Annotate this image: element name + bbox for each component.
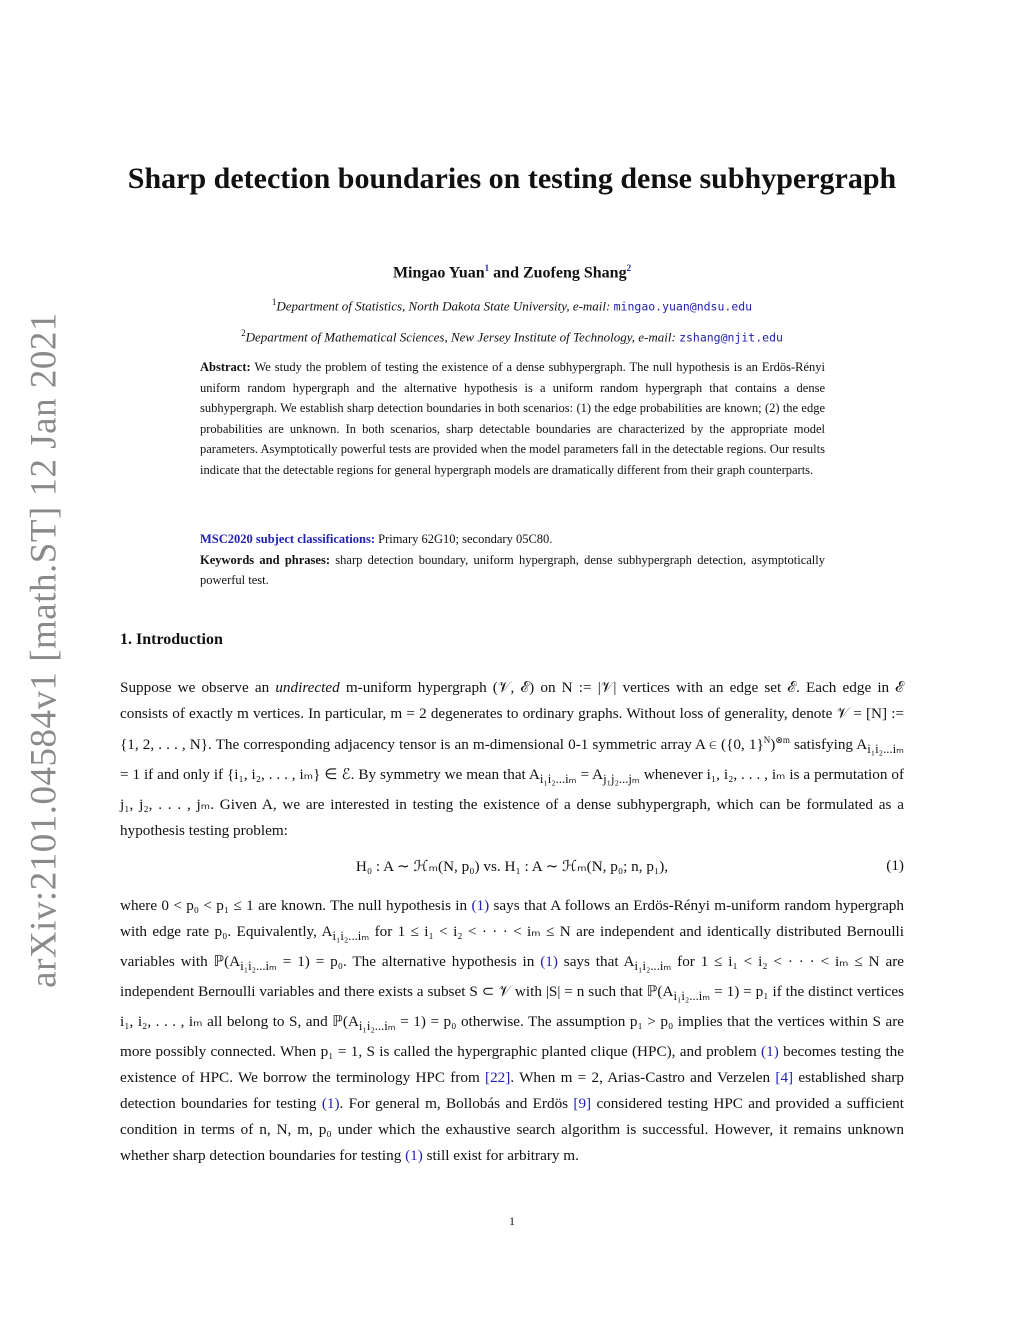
p1-sup-5: ⊗m — [775, 735, 790, 745]
equation-formula: H₀ : A ∼ ℋₘ(N, p₀) vs. H₁ : A ∼ ℋₘ(N, p₀; n, p₁), — [355, 858, 669, 875]
affiliation-2 — [120, 328, 904, 345]
p1-text-6: satisfying A — [789, 736, 868, 754]
equation-1 — [120, 857, 904, 883]
msc-label[interactable]: MSC2020 subject classifications: — [200, 532, 375, 546]
eq-ref-link[interactable]: (1) — [540, 953, 558, 971]
citation-link[interactable]: [9] — [573, 1095, 592, 1113]
p1-emph-undirected: undirected — [275, 679, 340, 696]
p2-text-2: says that A follows an Erdös-Rényi m-uniform random hypergraph with edge rate p₀. Equivalently, A — [120, 897, 904, 940]
paper-title: Sharp detection boundaries on testing dense subhypergraph — [127, 162, 897, 195]
p1-text-4: ) — [770, 736, 776, 754]
p1-text-8: = 1 if and only if {i₁, i₂, . . . , iₘ} ∈ ℰ. By symmetry we mean that A — [120, 766, 540, 784]
section-number: 1. — [120, 631, 132, 648]
citation-link[interactable]: [22] — [485, 1069, 511, 1087]
eq-ref-link[interactable]: (1) — [321, 1095, 340, 1113]
section-title: Introduction — [136, 631, 223, 648]
p1-sub-9: i₁i₂...iₘ — [539, 772, 577, 787]
affiliation-1-sup: 1 — [271, 297, 277, 307]
author-1-sup: 1 — [484, 263, 490, 273]
p2-text-6: = 1) = p₀. The alternative hypothesis in — [276, 953, 541, 971]
affiliation-1-email[interactable]: mingao.yuan@ndsu.edu — [613, 299, 753, 314]
p2-text-0: where 0 < p₀ < p₁ ≤ 1 are known. The null hypothesis in — [120, 897, 472, 914]
abstract-label: Abstract: — [200, 360, 251, 374]
msc-text: Primary 62G10; secondary 05C80. — [378, 532, 553, 546]
author-1: Mingao Yuan — [392, 264, 485, 282]
p1-text-2: m-uniform hypergraph (𝒱, ℰ) on N := |𝒱| vertices with an edge set ℰ. Each edge in ℰ consists of exactly m vertices. In particular, m = 2 degenerates to ordinary graphs. Without loss of generality, denote 𝒱 = [N] := {1, 2, . . . , N}. The corresponding adjacency tensor is an m-dimensional 0-1 symmetric array A ∈ ({0, 1} — [120, 679, 904, 754]
p2-sub-9: i₁i₂...iₘ — [634, 959, 672, 974]
p2-text-12: = 1) = p₁ if the distinct vertices i₁, i₂, . . . , iₘ all belong to S, and ℙ(A — [120, 983, 905, 1031]
paragraph-1 — [120, 675, 904, 844]
paragraph-2 — [120, 893, 904, 1169]
p2-text-18: . When m = 2, Arias-Castro and Verzelen — [510, 1069, 776, 1087]
section-heading — [120, 631, 223, 649]
eq-ref-link[interactable]: (1) — [471, 897, 490, 914]
p2-sub-13: i₁i₂...iₘ — [358, 1019, 396, 1034]
p2-text-24: considered testing HPC and provided a sufficient condition in terms of n, N, m, p₀ under which the exhaustive search algorithm is successful. However, it remains unknown whether sharp detection boundaries for testing — [120, 1095, 904, 1165]
p2-text-14: = 1) = p₀ otherwise. The assumption p₁ > p₀ implies that the vertices within S are more possibly connected. When p₁ = 1, S is called the hypergraphic planted clique (HPC), and problem — [120, 1013, 904, 1061]
p1-sub-7: i₁i₂...iₘ — [867, 742, 904, 757]
p2-text-20: established sharp detection boundaries for testing — [120, 1069, 904, 1113]
p1-text-0: Suppose we observe an — [120, 679, 276, 696]
msc-keywords-block — [200, 529, 825, 591]
p2-text-22: . For general m, Bollobás and Erdös — [339, 1095, 574, 1113]
abstract — [200, 357, 825, 481]
author-2: Zuofeng Shang — [522, 264, 627, 282]
p2-text-8: says that A — [557, 953, 635, 971]
p1-text-12: whenever i₁, i₂, . . . , iₘ is a permutation of j₁, j₂, . . . , jₘ. Given A, we are interested in testing the existence of a dense subhypergraph, which can be formulated as a hypothesis testing problem: — [120, 766, 904, 840]
keywords-text: sharp detection boundary, uniform hypergraph, dense subhypergraph detection, asymptotically powerful test. — [200, 552, 825, 588]
eq-ref-link[interactable]: (1) — [405, 1147, 423, 1165]
abstract-text: We study the problem of testing the existence of a dense subhypergraph. The null hypothesis is an Erdös-Rényi uniform random hypergraph and the alternative hypothesis is a uniform random hypergraph that contains a dense subhypergraph. We establish sharp detection boundaries in both scenarios: (1) the edge probabilities are known; (2) the edge probabilities are unknown. In both scenarios, sharp detectable boundaries are characterized by the appropriate model parameters. Asymptotically powerful tests are provided when the model parameters fall in the detectable regions. Our results indicate that the detectable regions for general hypergraph models are dramatically different from their graph counterparts. — [200, 360, 825, 477]
p2-text-26: still exist for arbitrary m. — [422, 1147, 579, 1165]
p1-sub-11: j₁j₂...jₘ — [603, 772, 640, 787]
p2-sub-3: i₁i₂...iₘ — [332, 929, 370, 944]
p2-sub-5: i₁i₂...iₘ — [240, 959, 277, 974]
author-conjunction: and — [493, 264, 519, 282]
p2-text-4: for 1 ≤ i₁ < i₂ < · · · < iₘ ≤ N are independent and identically distributed Bernoulli variables with ℙ(A — [120, 923, 904, 971]
arxiv-stamp: arXiv:2101.04584v1 [math.ST] 12 Jan 2021 — [23, 312, 65, 988]
author-2-sup: 2 — [626, 263, 632, 273]
citation-link[interactable]: [4] — [775, 1069, 794, 1087]
p2-sub-11: i₁i₂...iₘ — [673, 989, 711, 1004]
equation-number: (1) — [886, 857, 904, 874]
affiliation-2-email[interactable]: zshang@njit.edu — [679, 330, 783, 345]
p2-text-16: becomes testing the existence of HPC. We borrow the terminology HPC from — [120, 1043, 905, 1087]
affiliation-2-sup: 2 — [241, 328, 246, 338]
p1-text-10: = A — [576, 766, 604, 784]
authors — [120, 263, 904, 282]
keywords-label: Keywords and phrases: — [200, 552, 330, 567]
p1-sup-3: N — [763, 735, 771, 745]
eq-ref-link[interactable]: (1) — [761, 1043, 779, 1061]
p2-text-10: for 1 ≤ i₁ < i₂ < · · · < iₘ ≤ N are independent Bernoulli variables and there exists a subset S ⊂ 𝒱 with |S| = n such that ℙ(A — [120, 953, 904, 1001]
affiliation-1 — [120, 297, 904, 314]
page-number: 1 — [509, 1214, 515, 1228]
affiliation-1-text: Department of Statistics, North Dakota State University, e-mail: — [276, 298, 611, 314]
affiliation-2-text: Department of Mathematical Sciences, New Jersey Institute of Technology, e-mail: — [245, 329, 676, 345]
